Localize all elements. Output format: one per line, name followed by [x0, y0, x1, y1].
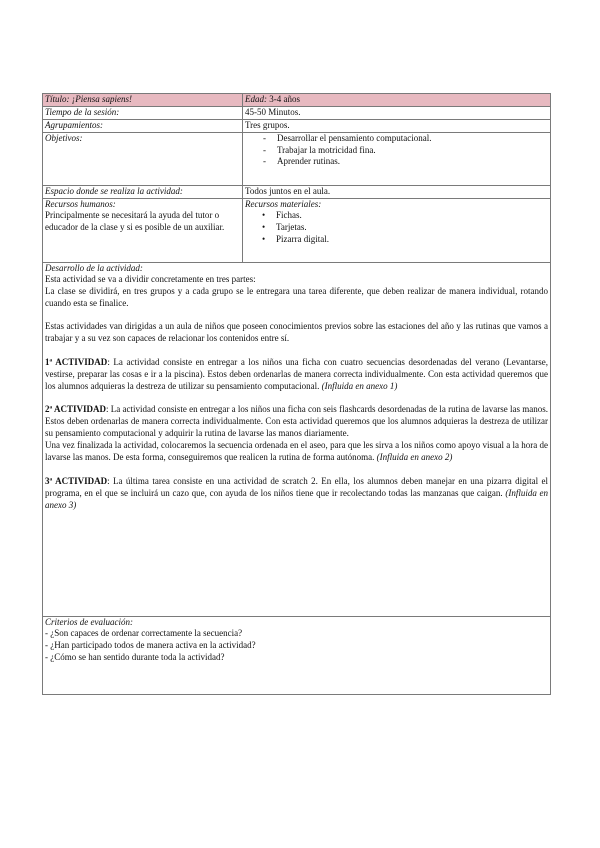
space-value: Todos juntos en el aula. [243, 185, 551, 198]
development-label: Desarrollo de la actividad: [45, 262, 143, 273]
title-label: Título: [45, 94, 70, 104]
development-cell [43, 262, 551, 616]
age-value: 3-4 años [269, 94, 300, 104]
spacer [45, 310, 548, 321]
list-item [245, 234, 548, 246]
grouping-value: Tres grupos. [243, 119, 551, 132]
activity-2-followup [45, 440, 548, 464]
bullet-marker: • [262, 234, 266, 245]
title-cell [43, 94, 243, 107]
session-time-row [43, 106, 551, 119]
development-grouping-text: La clase se dividirá, en tres grupos y a cada grupo se le entregara una tarea diferente, que deben realizar de manera individual, rotando cuando esta se finalice. [45, 286, 548, 309]
development-context-text: Estas actividades van dirigidas a un aula de niños que poseen conocimientos previos sobre las estaciones del año y las rutinas que vamos a trabajar y a su vez son capaces de relacionar los contenidos entre sí. [45, 321, 548, 343]
spacer [45, 464, 548, 476]
spacer [45, 345, 548, 357]
list-item [245, 145, 548, 157]
activity-1-text: : La actividad consiste en entregar a los niños una ficha con cuatro secuencias desordenadas del verano (Levantarse, vestirse, preparar las cosas e ir a la piscina). Estos deben ordenarlas de manera correcta individualmente. Con esta actividad queremos que los alumnos adquieras la destreza de utilizar su pensamiento computacional. [45, 356, 548, 391]
objectives-cell [243, 132, 551, 185]
material-resources-cell [243, 198, 551, 262]
activity-3-paragraph [45, 476, 548, 512]
session-time-label: Tiempo de la sesión: [43, 106, 243, 119]
list-item [245, 156, 548, 168]
human-resources-label: Recursos humanos: [45, 198, 116, 209]
objective-text: Desarrollar el pensamiento computacional. [277, 132, 432, 143]
activity-1-title: 1ª ACTIVIDAD [45, 356, 108, 367]
list-item [245, 210, 548, 222]
title-value: ¡Piensa sapiens! [71, 94, 133, 104]
evaluation-row [43, 616, 551, 694]
evaluation-criterion: - ¿Cómo se han sentido durante toda la actividad? [45, 652, 225, 663]
evaluation-cell [43, 616, 551, 694]
material-resources-list [245, 210, 548, 246]
space-row [43, 185, 551, 198]
age-cell [243, 94, 551, 107]
bullet-marker: • [262, 222, 266, 233]
activity-3-text: : La última tarea consiste en una actividad de scratch 2. En ella, los alumnos deben manejar en una pizarra digital el programa, en el que se incluirá un cazo que, con ayuda de los niños tiene que ir recolectando todas las manzanas que caigan. [45, 475, 548, 498]
objective-text: Aprender rutinas. [277, 156, 340, 167]
list-item [245, 133, 548, 145]
development-intro: Esta actividad se va a dividir concretamente en tres partes: [45, 274, 256, 285]
human-resources-text: Principalmente se necesitará la ayuda del tutor o educador de la clase y si es posible de un auxiliar. [45, 210, 225, 233]
dash-marker: - [263, 144, 266, 155]
spacer [45, 392, 548, 404]
bullet-marker: • [262, 210, 266, 221]
session-time-value: 45-50 Minutos. [243, 106, 551, 119]
activity-3-annex: (Influida en anexo 3) [45, 487, 549, 510]
activity-2-paragraph [45, 404, 548, 440]
activity-sheet-table [42, 93, 551, 695]
activity-3-title: 3ª ACTIVIDAD [45, 475, 108, 486]
age-label: Edad: [245, 94, 267, 104]
objectives-row [43, 132, 551, 185]
resources-row [43, 198, 551, 262]
material-resources-label: Recursos materiales: [245, 198, 322, 209]
activity-2-annex: (Influida en anexo 2) [376, 451, 453, 462]
list-item [245, 222, 548, 234]
evaluation-label: Criterios de evaluación: [45, 616, 133, 627]
evaluation-criterion: - ¿Han participado todos de manera activa en la actividad? [45, 640, 256, 651]
objectives-label: Objetivos: [43, 132, 243, 185]
activity-2-text-2: Una vez finalizada la actividad, colocaremos la secuencia ordenada en el aseo, para que les sirva a los niños como apoyo visual a la hora de lavarse las manos. De esta forma, conseguiremos que realicen la rutina de forma autónoma. [45, 440, 548, 462]
space-label: Espacio donde se realiza la actividad: [43, 185, 243, 198]
activity-2-text: : La actividad consiste en entregar a los niños una ficha con seis flashcards desordenadas de la rutina de lavarse las manos. Estos deben ordenarlas de manera correcta individualmente. Con esta actividad queremos que los alumnos adquieras la destreza de utilizar su pensamiento computacional y adquirir la rutina de lavarse las manos diariamente. [45, 404, 548, 439]
evaluation-criterion: - ¿Son capaces de ordenar correctamente la secuencia? [45, 628, 243, 639]
title-row [43, 94, 551, 107]
material-text: Fichas. [276, 210, 302, 221]
activity-1-annex: (Influida en anexo 1) [321, 380, 398, 391]
material-text: Tarjetas. [276, 222, 307, 233]
grouping-label: Agrupamientos: [43, 119, 243, 132]
development-row [43, 262, 551, 616]
dash-marker: - [263, 156, 266, 167]
objectives-list [245, 133, 548, 169]
objective-text: Trabajar la motricidad fina. [277, 144, 376, 155]
human-resources-cell [43, 198, 243, 262]
activity-2-title: 2ª ACTIVIDAD [45, 404, 106, 415]
material-text: Pizarra digital. [276, 234, 329, 245]
grouping-row [43, 119, 551, 132]
dash-marker: - [263, 132, 266, 143]
activity-1-paragraph [45, 357, 548, 393]
